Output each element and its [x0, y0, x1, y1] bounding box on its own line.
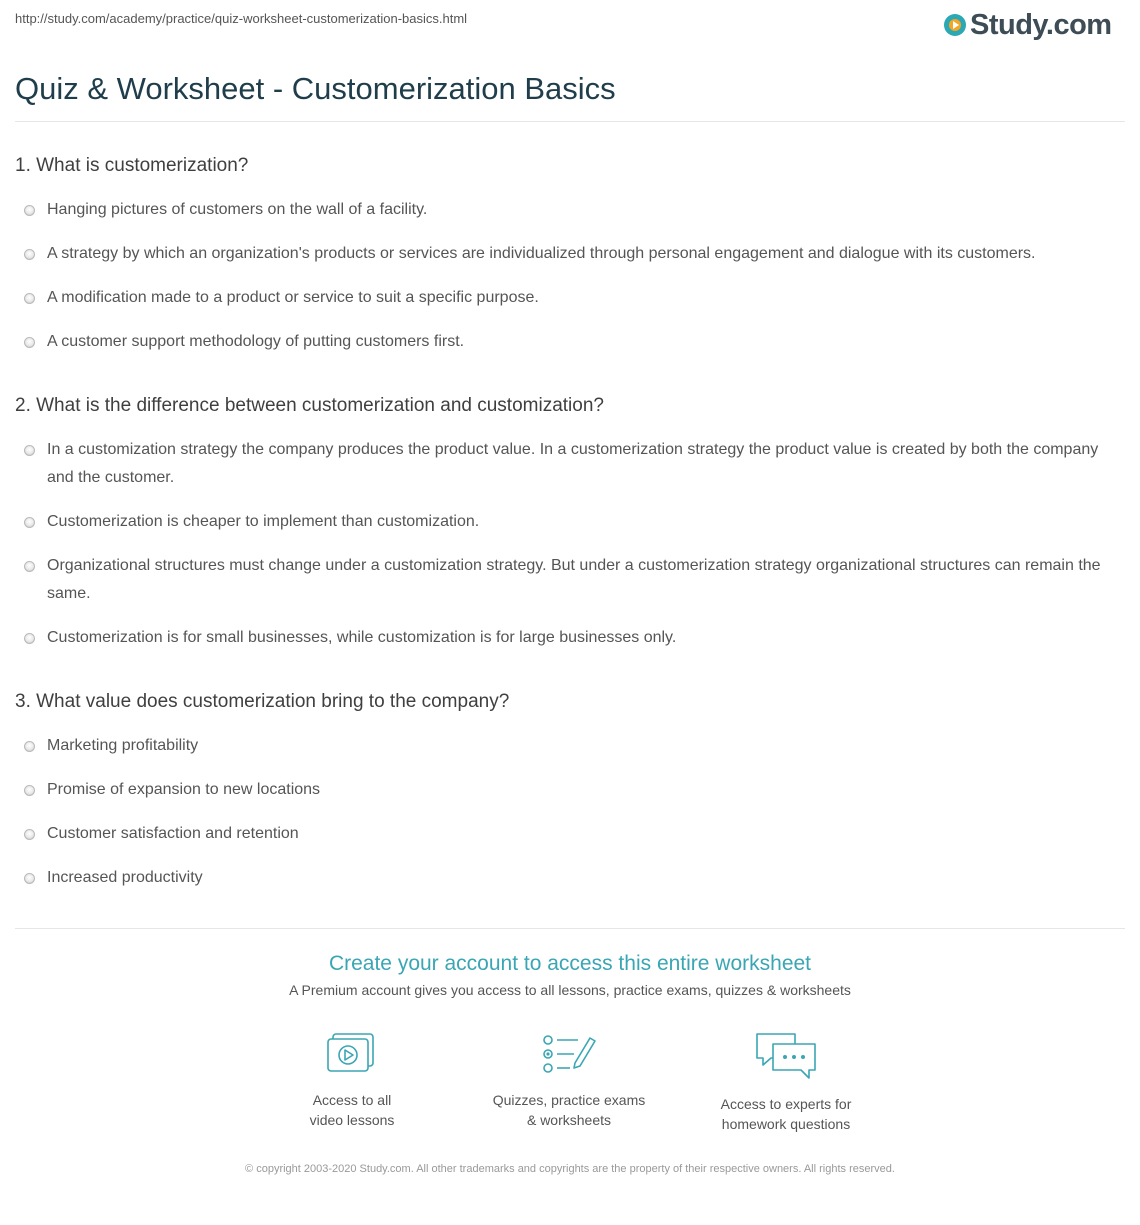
radio-button-icon[interactable]: [24, 517, 35, 528]
answer-option[interactable]: [15, 552, 1125, 608]
signup-cta: [0, 950, 1140, 1000]
answer-label: Customer satisfaction and retention: [47, 825, 299, 842]
radio-button-icon[interactable]: [24, 561, 35, 572]
page-title: Quiz & Worksheet - Customerization Basics: [15, 71, 616, 106]
cta-title-link[interactable]: Create your account to access this entire worksheet: [328, 952, 812, 975]
question-title: 1. What is customerization?: [15, 155, 249, 176]
video-lessons-icon: [325, 1030, 379, 1080]
question-1: [15, 153, 1125, 356]
feature-experts: [696, 1030, 876, 1134]
radio-button-icon[interactable]: [24, 337, 35, 348]
answer-option[interactable]: [15, 624, 1125, 652]
answer-label: Organizational structures must change under a customization strategy. But under a customerization strategy organizational structures can remain the same.: [47, 557, 1101, 602]
answer-list: [15, 732, 1125, 892]
answer-label: Customerization is for small businesses, while customization is for large businesses only.: [47, 629, 677, 646]
feature-quizzes: [479, 1030, 659, 1130]
cta-subtitle: A Premium account gives you access to all lessons, practice exams, quizzes & worksheets: [289, 982, 851, 998]
radio-button-icon[interactable]: [24, 633, 35, 644]
logo-text: Study.com: [970, 9, 1112, 41]
answer-option[interactable]: [15, 864, 1125, 892]
radio-button-icon[interactable]: [24, 741, 35, 752]
answer-label: In a customization strategy the company produces the product value. In a customerization strategy the product value is created by both the company and the customer.: [47, 441, 1099, 486]
answer-option[interactable]: [15, 240, 1125, 268]
study-logo[interactable]: [944, 7, 1112, 43]
title-divider: [15, 121, 1125, 122]
answer-option[interactable]: [15, 328, 1125, 356]
copyright-notice: [0, 1161, 1140, 1178]
answer-label: A customer support methodology of putting customers first.: [47, 333, 465, 350]
feature-label: Access to experts for homework questions: [720, 1096, 852, 1132]
answer-option[interactable]: [15, 508, 1125, 536]
answer-label: Marketing profitability: [47, 737, 199, 754]
answer-option[interactable]: [15, 284, 1125, 312]
quiz-checklist-icon: [540, 1030, 598, 1080]
radio-button-icon[interactable]: [24, 873, 35, 884]
answer-list: [15, 436, 1125, 652]
answer-option[interactable]: [15, 196, 1125, 224]
radio-button-icon[interactable]: [24, 293, 35, 304]
cta-divider: [15, 928, 1125, 929]
answer-label: Hanging pictures of customers on the wall of a facility.: [47, 201, 428, 218]
question-3: [15, 689, 1125, 892]
question-title: 3. What value does customerization bring to the company?: [15, 691, 510, 712]
radio-button-icon[interactable]: [24, 829, 35, 840]
answer-label: Promise of expansion to new locations: [47, 781, 321, 798]
radio-button-icon[interactable]: [24, 249, 35, 260]
answer-option[interactable]: [15, 436, 1125, 492]
play-logo-icon: [944, 14, 966, 36]
answer-option[interactable]: [15, 732, 1125, 760]
answer-label: Customerization is cheaper to implement than customization.: [47, 513, 480, 530]
chat-bubbles-icon: [753, 1030, 819, 1084]
question-2: [15, 393, 1125, 652]
copyright-text: © copyright 2003-2020 Study.com. All other trademarks and copyrights are the property of their respective owners. All rights reserved.: [245, 1163, 895, 1175]
answer-list: [15, 196, 1125, 356]
answer-label: A strategy by which an organization's products or services are individualized through personal engagement and dialogue with its customers.: [47, 245, 1036, 262]
feature-video-lessons: [262, 1030, 442, 1130]
feature-label: Access to all video lessons: [309, 1092, 395, 1128]
page-url: http://study.com/academy/practice/quiz-worksheet-customerization-basics.html: [15, 11, 468, 26]
answer-option[interactable]: [15, 776, 1125, 804]
radio-button-icon[interactable]: [24, 785, 35, 796]
answer-label: Increased productivity: [47, 869, 203, 886]
answer-option[interactable]: [15, 820, 1125, 848]
radio-button-icon[interactable]: [24, 445, 35, 456]
answer-label: A modification made to a product or service to suit a specific purpose.: [47, 289, 539, 306]
radio-button-icon[interactable]: [24, 205, 35, 216]
question-title: 2. What is the difference between customerization and customization?: [15, 395, 604, 416]
feature-label: Quizzes, practice exams & worksheets: [492, 1092, 646, 1128]
